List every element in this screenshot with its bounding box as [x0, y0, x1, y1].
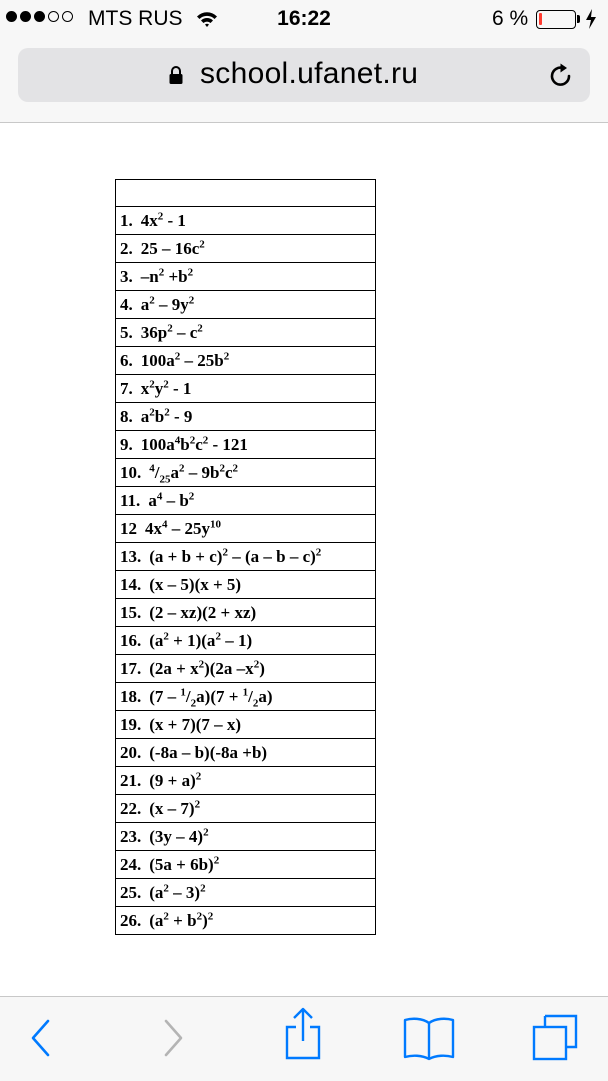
table-row [116, 319, 376, 347]
exercise-number: 5. [120, 323, 133, 343]
table-row [116, 711, 376, 739]
exercise-expression: $(7 - ^1/_2a)(7 + ^1/_2a)$ [149, 686, 273, 710]
exercise-number: 8. [120, 407, 133, 427]
status-bar [0, 0, 608, 40]
exercise-number: 19. [120, 715, 142, 735]
battery-icon [536, 10, 576, 29]
table-row [116, 403, 376, 431]
reload-icon[interactable] [548, 61, 574, 94]
exercise-cell [116, 571, 376, 599]
url-text[interactable]: school.ufanet.ru [200, 57, 419, 90]
exercise-cell [116, 739, 376, 767]
exercise-expression: $25 - 16c^2$ [140, 238, 205, 259]
exercise-cell [116, 487, 376, 515]
table-row [116, 599, 376, 627]
browser-toolbar [0, 996, 608, 1081]
exercise-number: 6. [120, 351, 133, 371]
table-row [116, 795, 376, 823]
exercise-expression: (-8a – b)(-8a +b) [149, 743, 268, 763]
exercise-number: 11. [120, 491, 141, 511]
exercise-cell [116, 263, 376, 291]
exercise-expression: (3y – 4)$^2$ [149, 826, 209, 847]
exercise-expression: $-n^2 +b^2$ [140, 266, 194, 287]
table-row [116, 627, 376, 655]
exercise-expression: $100a^4b^2c^2 - 121$ [140, 434, 248, 455]
exercise-cell [116, 851, 376, 879]
exercise-expression: $4x^2 - 1$ [140, 210, 186, 231]
exercise-number: 4. [120, 295, 133, 315]
exercise-number: 21. [120, 771, 142, 791]
table-row [116, 683, 376, 711]
exercise-expression: $(a^2 - 3)^2$ [149, 882, 206, 903]
table-row [116, 263, 376, 291]
exercise-cell [116, 655, 376, 683]
exercise-number: 3. [120, 267, 133, 287]
exercise-expression: $a^2b^2 - 9$ [140, 406, 193, 427]
table-row [116, 767, 376, 795]
exercise-number: 1. [120, 211, 133, 231]
exercise-cell [116, 711, 376, 739]
exercise-number: 18. [120, 687, 142, 707]
exercise-table [115, 179, 376, 935]
exercise-expression: $a^2 - 9y^2$ [140, 294, 195, 315]
exercise-cell [116, 347, 376, 375]
exercise-number: 20. [120, 743, 142, 763]
lock-icon [168, 65, 184, 90]
table-row [116, 907, 376, 935]
battery-fill [539, 13, 542, 25]
table-row [116, 571, 376, 599]
exercise-number: 13. [120, 547, 142, 567]
exercise-cell [116, 319, 376, 347]
exercise-cell [116, 907, 376, 935]
battery-tip [577, 15, 580, 23]
back-icon[interactable] [28, 1017, 54, 1064]
exercise-cell [116, 543, 376, 571]
exercise-expression: $100a^2 - 25b^2$ [140, 350, 230, 371]
forward-icon[interactable] [160, 1017, 186, 1064]
table-row [116, 823, 376, 851]
tabs-icon[interactable] [530, 1013, 580, 1068]
exercise-number: 24. [120, 855, 142, 875]
exercise-expression: $a^4 - b^2$ [148, 490, 195, 511]
exercise-cell [116, 403, 376, 431]
exercise-number: 26. [120, 911, 142, 931]
exercise-number: 2. [120, 239, 133, 259]
clock: 16:22 [277, 7, 331, 30]
address-bar[interactable] [18, 48, 590, 102]
table-row [116, 347, 376, 375]
exercise-expression: $4x^4 - 25y^{10}$ [145, 518, 221, 539]
exercise-expression: (2 – xz)(2 + xz) [149, 603, 257, 623]
exercise-expression: (x – 5)(x + 5) [149, 575, 242, 595]
browser-header [0, 40, 608, 123]
table-header-row [116, 180, 376, 207]
exercise-cell [116, 767, 376, 795]
exercise-cell [116, 291, 376, 319]
page-content [0, 123, 608, 996]
exercise-number: 10. [120, 463, 142, 483]
exercise-expression: $x^2y^2 - 1$ [140, 378, 192, 399]
exercise-number: 12 [120, 519, 137, 539]
exercise-number: 16. [120, 631, 142, 651]
table-row [116, 207, 376, 235]
exercise-number: 22. [120, 799, 142, 819]
table-row [116, 291, 376, 319]
exercise-number: 15. [120, 603, 142, 623]
exercise-number: 7. [120, 379, 133, 399]
exercise-cell [116, 515, 376, 543]
bookmarks-icon[interactable] [402, 1015, 456, 1066]
exercise-cell [116, 627, 376, 655]
table-row [116, 487, 376, 515]
carrier-name: MTS RUS [88, 7, 183, 30]
exercise-expression: $(2a + x^2)(2a$ $-x^2$) [149, 658, 265, 679]
exercise-cell [116, 431, 376, 459]
exercise-cell [116, 207, 376, 235]
battery-percent: 6 % [492, 7, 529, 30]
exercise-number: 23. [120, 827, 142, 847]
exercise-number: 9. [120, 435, 133, 455]
exercise-cell [116, 235, 376, 263]
exercise-cell [116, 879, 376, 907]
table-row [116, 655, 376, 683]
exercise-cell [116, 459, 376, 487]
table-row [116, 375, 376, 403]
exercise-expression: $(5a + 6b)^2$ [149, 854, 220, 875]
exercise-expression: $(a^2 + 1)(a^2 - 1)$ [149, 630, 253, 651]
exercise-cell [116, 823, 376, 851]
table-header-cell [116, 180, 376, 207]
table-row [116, 851, 376, 879]
exercise-expression: $(a + b + c)^2 - (a - b - c)^2$ [149, 546, 322, 567]
exercise-number: 14. [120, 575, 142, 595]
exercise-expression: (x + 7)(7 – x) [149, 715, 242, 735]
exercise-cell [116, 683, 376, 711]
exercise-expression: $(a^2 + b^2)^2$ [149, 910, 214, 931]
exercise-cell [116, 599, 376, 627]
table-row [116, 459, 376, 487]
table-row [116, 879, 376, 907]
table-row [116, 515, 376, 543]
exercise-expression: $^4/_{25}a^2 - 9b^2c^2$ [149, 462, 238, 486]
exercise-number: 17. [120, 659, 142, 679]
exercise-cell [116, 375, 376, 403]
table-row [116, 543, 376, 571]
charging-bolt-icon [584, 8, 598, 35]
table-row [116, 235, 376, 263]
exercise-cell [116, 795, 376, 823]
table-row [116, 739, 376, 767]
exercise-expression: $(9 + a)^2$ [149, 770, 202, 791]
table-row [116, 431, 376, 459]
share-icon[interactable] [282, 1007, 324, 1066]
exercise-expression: (x – 7)$^2$ [149, 798, 201, 819]
exercise-number: 25. [120, 883, 142, 903]
exercise-expression: $36p^2 - c^2$ [140, 322, 203, 343]
